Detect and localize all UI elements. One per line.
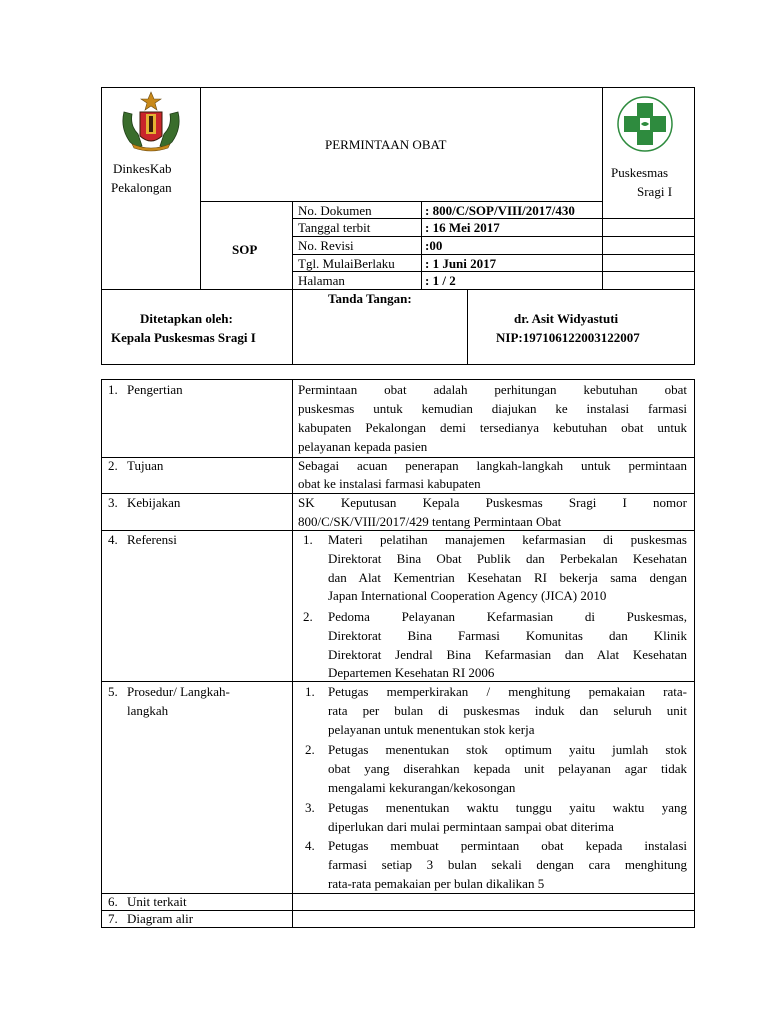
doc-label-no-dokumen: No. Dokumen [298,203,372,218]
section-text-line: kabupaten Pekalongan demi tersedianya kebutuhan obat untuk [298,420,687,435]
section-title-tujuan: Tujuan [127,458,164,473]
section-text-line: Sebagai acuan penerapan langkah-langkah untuk permintaan [298,458,687,473]
list-item-line: rata per bulan di puskesmas induk dan seluruh unit [328,703,687,718]
list-item-number: 1. [305,684,315,699]
section-number: 6. [108,894,118,909]
doc-value-tgl-mulai: : 1 Juni 2017 [425,256,497,271]
sop-label: SOP [232,242,258,257]
list-item-line: Petugas memperkirakan / menghitung pemakaian rata- [328,684,687,699]
list-item-line: Direktorat Bina Obat Publik dan Perbekalan Kesehatan [328,551,687,566]
doc-label-no-revisi: No. Revisi [298,238,354,253]
signature-label: Tanda Tangan: [328,291,412,306]
header-left-line1: DinkesKab [113,161,172,176]
approval-line2: Kepala Puskesmas Sragi I [111,330,256,345]
approver-name: dr. Asit Widyastuti [514,311,619,326]
list-item-number: 1. [303,532,313,547]
section-title-unit-terkait: Unit terkait [127,894,187,909]
section-title-prosedur-cont: langkah [127,703,169,718]
puskesmas-cross-logo [612,93,678,155]
section-text-line: Permintaan obat adalah perhitungan kebutuhan obat [298,382,687,397]
section-title-diagram-alir: Diagram alir [127,911,194,926]
section-number: 7. [108,911,118,926]
header-right-line2: Sragi I [637,184,673,199]
doc-label-tgl-mulai: Tgl. MulaiBerlaku [298,256,395,271]
list-item-line: diperlukan dari mulai permintaan sampai obat diterima [328,819,614,834]
list-item-line: mengalami kekurangan/kekosongan [328,780,516,795]
section-title-prosedur: Prosedur/ Langkah- [127,684,230,699]
list-item-number: 2. [303,609,313,624]
approval-line1: Ditetapkan oleh: [140,311,233,326]
section-number: 1. [108,382,118,397]
list-item-line: obat yang diserahkan kepada unit pelayanan agar tidak [328,761,687,776]
list-item-line: Petugas menentukan waktu tunggu yaitu waktu yang [328,800,687,815]
section-number: 3. [108,495,118,510]
list-item-line: Petugas membuat permintaan obat kepada instalasi [328,838,687,853]
section-text-line: pelayanan kepada pasien [298,439,428,454]
list-item-number: 4. [305,838,315,853]
doc-value-tanggal-terbit: : 16 Mei 2017 [425,220,500,235]
section-text-line: puskesmas untuk kemudian diajukan ke instalasi farmasi [298,401,687,416]
section-title-pengertian: Pengertian [127,382,183,397]
list-item-line: Departemen Kesehatan RI 2006 [328,665,495,680]
list-item-line: Pedoma Pelayanan Kefarmasian di Puskesmas, [328,609,687,624]
list-item-line: Materi pelatihan manajemen kefarmasian di puskesmas [328,532,687,547]
section-text-line: 800/C/SK/VIII/2017/429 tentang Permintaan Obat [298,514,562,529]
list-item-line: rata-rata pemakaian per bulan dikalikan 5 [328,876,545,891]
list-item-line: dan Alat Kementrian Kesehatan RI bekerja sama dengan [328,570,687,585]
kabupaten-emblem-logo [118,90,184,154]
list-item-number: 2. [305,742,315,757]
approver-nip: NIP:197106122003122007 [496,330,640,345]
list-item-line: Japan International Cooperation Agency (JICA) 2010 [328,588,607,603]
doc-value-halaman: : 1 / 2 [425,273,456,288]
section-title-referensi: Referensi [127,532,177,547]
list-item-line: Direktorat Jendral Bina Kefarmasian dan Alat Kesehatan [328,647,687,662]
header-right-line1: Puskesmas [611,165,669,180]
document-title: PERMINTAAN OBAT [325,137,447,152]
section-title-kebijakan: Kebijakan [127,495,181,510]
section-text-line: obat ke instalasi farmasi kabupaten [298,476,481,491]
list-item-number: 3. [305,800,315,815]
list-item-line: farmasi setiap 3 bulan sekali dengan cara menghitung [328,857,687,872]
list-item-line: Petugas menentukan stok optimum yaitu jumlah stok [328,742,687,757]
list-item-line: pelayanan untuk menentukan stok kerja [328,722,535,737]
section-number: 2. [108,458,118,473]
section-number: 5. [108,684,118,699]
doc-value-no-dokumen: : 800/C/SOP/VIII/2017/430 [425,203,575,218]
doc-label-tanggal-terbit: Tanggal terbit [298,220,371,235]
section-text-line: SK Keputusan Kepala Puskesmas Sragi I nomor [298,495,687,510]
doc-value-no-revisi: :00 [425,238,443,253]
section-number: 4. [108,532,118,547]
header-left-line2: Pekalongan [111,180,172,195]
list-item-line: Direktorat Bina Farmasi Komunitas dan Klinik [328,628,687,643]
doc-label-halaman: Halaman [298,273,345,288]
